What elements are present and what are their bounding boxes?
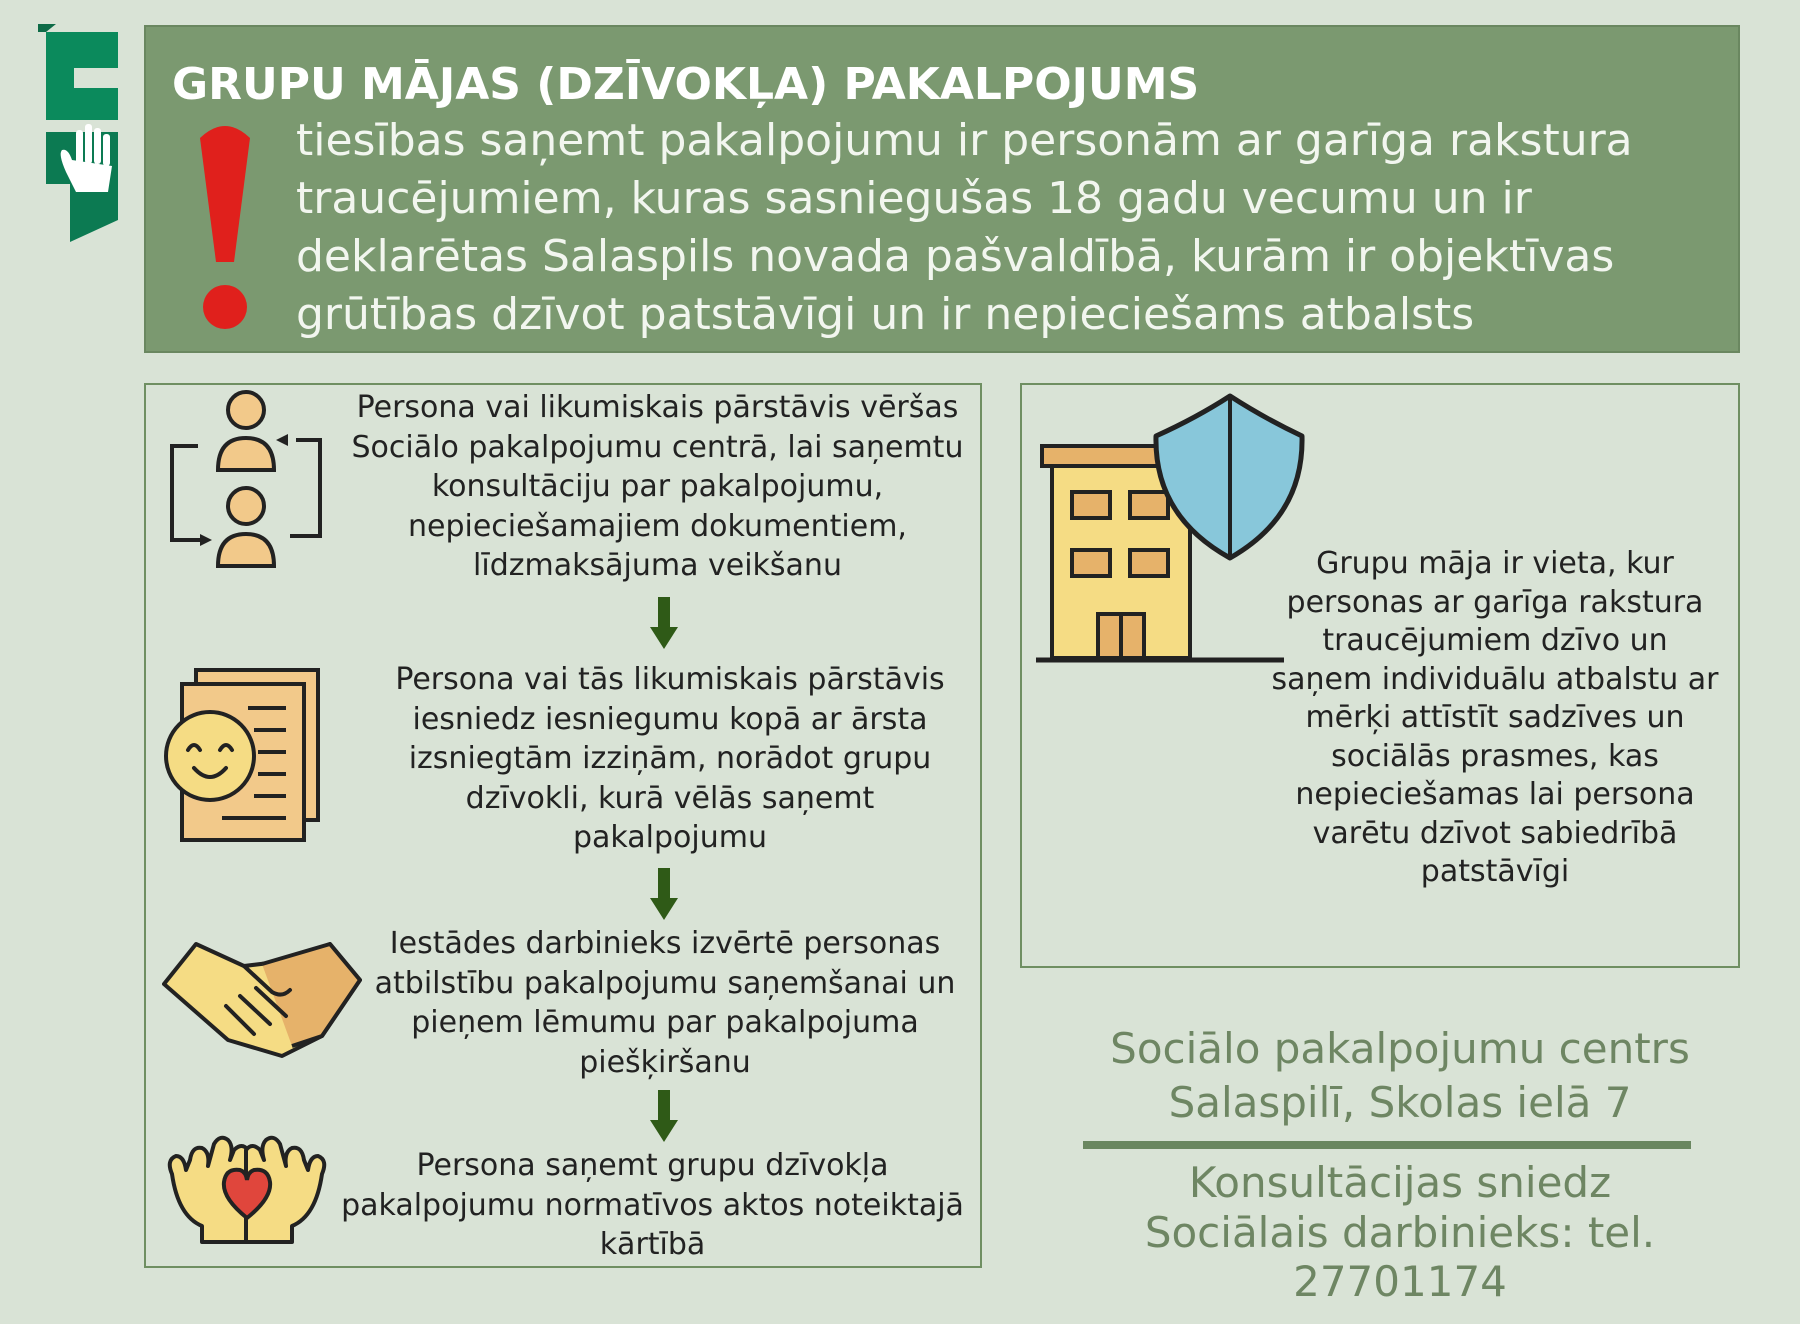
page-title: GRUPU MĀJAS (DZĪVOKĻA) PAKALPOJUMS bbox=[172, 59, 1200, 110]
arrow-down-icon bbox=[650, 597, 678, 649]
people-exchange-icon bbox=[164, 388, 330, 573]
step-3-text: Iestādes darbinieks izvērtē personas atbilstību pakalpojumu saņemšanai un pieņem lēmumu par pakalpojuma piešķiršanu bbox=[374, 926, 956, 1080]
eligibility-text: tiesības saņemt pakalpojumu ir personām ar garīga rakstura traucējumiem, kuras sasniegušas 18 gadu vecumu un ir deklarētas Salaspils novada pašvaldībā, kurām ir objektīvas grūtības dzīvot patstāvīgi un ir nepieciešams atbalsts bbox=[296, 115, 1633, 340]
step-1-text: Persona vai likumiskais pārstāvis vēršas Sociālo pakalpojumu centrā, lai saņemtu konsultāciju par pakalpojumu, nepieciešamajiem dokumentiem, līdzmaksājuma veikšanu bbox=[351, 390, 964, 583]
documents-icon bbox=[162, 668, 322, 844]
salaspils-logo bbox=[38, 20, 128, 250]
arrow-down-icon bbox=[650, 868, 678, 920]
header-banner bbox=[144, 25, 1740, 353]
building-shield-icon bbox=[1036, 392, 1306, 670]
consultation-label: Konsultācijas sniedz bbox=[1188, 1158, 1612, 1207]
step-2-text: Persona vai tās likumiskais pārstāvis iesniedz iesniegumu kopā ar ārsta izsniegtām izziņām, norādot grupu dzīvokli, kurā vēlās saņemt pakalpojumu bbox=[395, 662, 945, 855]
arrow-down-icon bbox=[650, 1090, 678, 1142]
handshake-icon bbox=[162, 936, 362, 1061]
exclamation-icon bbox=[194, 122, 256, 352]
centre-address: Salaspilī, Skolas ielā 7 bbox=[1168, 1078, 1632, 1127]
social-worker-phone: Sociālais darbinieks: tel. 27701174 bbox=[1144, 1208, 1656, 1306]
centre-name: Sociālo pakalpojumu centrs bbox=[1110, 1024, 1690, 1073]
group-home-description: Grupu māja ir vieta, kur personas ar garīga rakstura traucējumiem dzīvo un saņem individuālu atbalstu ar mērķi attīstīt sadzīves un sociālās prasmes, kas nepieciešamas lai persona varētu dzīvot sabiedrībā patstāvīgi bbox=[1271, 546, 1719, 889]
step-4-text: Persona saņemt grupu dzīvokļa pakalpojumu normatīvos aktos noteiktajā kārtībā bbox=[341, 1148, 964, 1262]
divider bbox=[1083, 1141, 1691, 1149]
hands-heart-icon bbox=[162, 1130, 332, 1246]
